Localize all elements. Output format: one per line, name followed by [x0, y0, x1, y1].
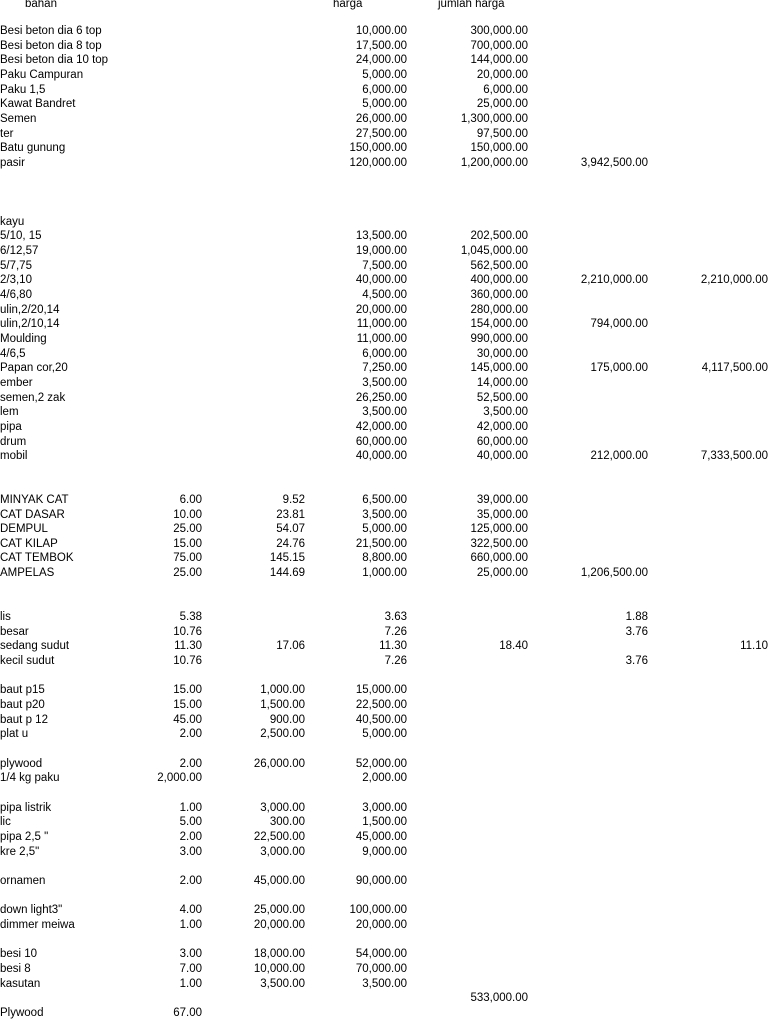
table-row	[0, 713, 768, 728]
cell-item-name: kre 2,5"	[0, 846, 40, 858]
cell-item-name: 4/6,80	[0, 289, 32, 301]
cell-item-name: plywood	[0, 758, 43, 770]
cell-item-name: Besi beton dia 6 top	[0, 25, 102, 37]
table-row	[0, 449, 768, 464]
cell-harga: 11,000.00	[356, 318, 407, 330]
cell-harga: 8,800.00	[362, 552, 407, 564]
cell-jumlah-harga: 39,000.00	[476, 494, 528, 506]
cell-item-name: lic	[0, 816, 11, 828]
cell-item-name: 2/3,10	[0, 274, 32, 286]
cell-jumlah-harga: 145,000.00	[470, 362, 528, 374]
cell-jumlah-harga: 322,500.00	[470, 538, 528, 550]
table-row	[0, 259, 768, 274]
table-row	[0, 141, 768, 156]
cell-quantity: 2.00	[179, 831, 202, 843]
cell-quantity: 75.00	[173, 552, 202, 564]
cell-harga: 150,000.00	[349, 142, 407, 154]
cell-quantity: 4.00	[179, 904, 202, 916]
header-harga: harga	[333, 0, 363, 10]
cell-jumlah-harga: 3,500.00	[483, 406, 528, 418]
cell-quantity: 11.30	[174, 640, 202, 652]
cell-harga: 1,000.00	[362, 567, 407, 579]
cell-quantity: 1.00	[179, 978, 202, 990]
cell-harga: 120,000.00	[349, 157, 407, 169]
cell-harga: 100,000.00	[349, 904, 407, 916]
cell-jumlah-harga: 990,000.00	[470, 333, 528, 345]
table-row	[0, 918, 768, 933]
header-row	[0, 0, 768, 12]
cell-quantity: 10.76	[173, 626, 202, 638]
cell-subtotal: 3.76	[625, 626, 648, 638]
cell-unit-value: 2,500.00	[260, 728, 305, 740]
cell-jumlah-harga: 400,000.00	[470, 274, 528, 286]
cell-harga: 52,000.00	[355, 758, 407, 770]
cell-harga: 13,500.00	[355, 230, 407, 242]
cell-item-name: Paku Campuran	[0, 69, 84, 81]
cell-item-name: dimmer meiwa	[0, 919, 75, 931]
cell-unit-value: 22,500.00	[253, 831, 305, 843]
table-row	[0, 435, 768, 450]
cell-item-name: pasir	[0, 157, 25, 169]
cell-item-name: pipa 2,5 "	[0, 831, 49, 843]
cell-jumlah-harga: 35,000.00	[476, 509, 528, 521]
cell-item-name: Besi beton dia 8 top	[0, 40, 102, 52]
table-row	[0, 347, 768, 362]
table-row	[0, 683, 768, 698]
cell-unit-value: 3,500.00	[260, 978, 305, 990]
cell-jumlah-harga: 1,300,000.00	[460, 113, 528, 125]
table-row	[0, 156, 768, 171]
cell-unit-value: 1,000.00	[260, 684, 305, 696]
cell-harga: 5,000.00	[362, 728, 407, 740]
cell-unit-value: 45,000.00	[253, 875, 305, 887]
cell-jumlah-harga: 202,500.00	[470, 230, 528, 242]
table-row	[0, 112, 768, 127]
cell-harga: 22,500.00	[355, 699, 407, 711]
cell-quantity: 45.00	[173, 714, 202, 726]
table-row	[0, 405, 768, 420]
cell-item-name: ulin,2/20,14	[0, 304, 60, 316]
cell-harga: 7,500.00	[362, 260, 407, 272]
table-row	[0, 97, 768, 112]
cell-harga: 5,000.00	[362, 523, 407, 535]
table-row	[0, 24, 768, 39]
cell-jumlah-harga: 18.40	[499, 640, 528, 652]
cell-item-name: 1/4 kg paku	[0, 772, 60, 784]
cell-unit-value: 24.76	[276, 538, 305, 550]
cell-harga: 9,000.00	[362, 846, 407, 858]
cell-item-name: baut p 12	[0, 714, 48, 726]
cell-harga: 3,500.00	[362, 978, 407, 990]
cell-jumlah-harga: 125,000.00	[470, 523, 528, 535]
cell-item-name: lis	[0, 611, 11, 623]
cell-harga: 42,000.00	[355, 421, 407, 433]
cell-total: 4,117,500.00	[701, 362, 768, 374]
cell-harga: 3,500.00	[362, 406, 407, 418]
cell-unit-value: 54.07	[276, 523, 305, 535]
table-row	[0, 332, 768, 347]
cell-harga: 27,500.00	[355, 128, 407, 140]
cell-item-name: 4/6,5	[0, 348, 26, 360]
cell-jumlah-harga: 40,000.00	[476, 450, 528, 462]
cell-total: 11.10	[740, 640, 768, 652]
cell-quantity: 1.00	[179, 919, 202, 931]
cell-item-name: ulin,2/10,14	[0, 318, 60, 330]
cell-item-name: 6/12,57	[0, 245, 39, 257]
cell-item-name: pipa listrik	[0, 802, 52, 814]
table-row	[0, 303, 768, 318]
table-row	[0, 39, 768, 54]
cell-quantity: 10.00	[173, 509, 202, 521]
cell-item-name: kayu	[0, 216, 25, 228]
cell-harga: 54,000.00	[355, 948, 407, 960]
table-row	[0, 771, 768, 786]
cell-unit-value: 3,000.00	[260, 846, 305, 858]
cell-subtotal: 3,942,500.00	[580, 157, 648, 169]
cell-jumlah-harga: 533,000.00	[470, 992, 528, 1004]
table-row	[0, 244, 768, 259]
cell-quantity: 67.00	[173, 1007, 202, 1019]
cell-item-name: Besi beton dia 10 top	[0, 54, 109, 66]
table-row	[0, 1006, 768, 1021]
cell-harga: 3,500.00	[362, 377, 407, 389]
table-row	[0, 229, 768, 244]
cell-jumlah-harga: 1,200,000.00	[460, 157, 528, 169]
table-row	[0, 391, 768, 406]
cell-item-name: 5/7,75	[0, 260, 32, 272]
cell-quantity: 3.00	[179, 846, 202, 858]
table-row	[0, 68, 768, 83]
cell-harga: 3,000.00	[362, 802, 407, 814]
table-row	[0, 639, 768, 654]
cell-harga: 70,000.00	[355, 963, 407, 975]
cell-harga: 26,000.00	[355, 113, 407, 125]
cell-item-name: drum	[0, 436, 27, 448]
cell-subtotal: 1.88	[625, 611, 648, 623]
cell-harga: 5,000.00	[362, 69, 407, 81]
cell-unit-value: 18,000.00	[253, 948, 305, 960]
header-bahan: bahan	[25, 0, 57, 10]
cell-harga: 15,000.00	[355, 684, 407, 696]
cell-harga: 6,000.00	[362, 84, 407, 96]
cell-harga: 21,500.00	[355, 538, 407, 550]
cell-unit-value: 10,000.00	[253, 963, 305, 975]
cell-quantity: 15.00	[173, 684, 202, 696]
table-row	[0, 508, 768, 523]
cell-harga: 40,000.00	[355, 274, 407, 286]
cell-unit-value: 17.06	[276, 640, 305, 652]
cell-unit-value: 9.52	[282, 494, 305, 506]
table-row	[0, 698, 768, 713]
cell-unit-value: 25,000.00	[253, 904, 305, 916]
cell-quantity: 2.00	[179, 758, 202, 770]
table-row	[0, 83, 768, 98]
cell-quantity: 6.00	[179, 494, 202, 506]
cell-jumlah-harga: 30,000.00	[476, 348, 528, 360]
cell-jumlah-harga: 360,000.00	[470, 289, 528, 301]
cell-quantity: 2.00	[179, 875, 202, 887]
cell-harga: 11,000.00	[356, 333, 407, 345]
table-row	[0, 654, 768, 669]
table-row	[0, 317, 768, 332]
cell-harga: 19,000.00	[355, 245, 407, 257]
cell-quantity: 5.00	[179, 816, 202, 828]
cell-item-name: plat u	[0, 728, 29, 740]
table-row	[0, 830, 768, 845]
cell-jumlah-harga: 60,000.00	[476, 436, 528, 448]
cell-harga: 40,500.00	[355, 714, 407, 726]
cell-harga: 7.26	[384, 655, 407, 667]
cell-jumlah-harga: 700,000.00	[470, 40, 528, 52]
cell-subtotal: 2,210,000.00	[580, 274, 648, 286]
cell-item-name: besar	[0, 626, 29, 638]
cell-harga: 5,000.00	[362, 98, 407, 110]
cell-subtotal: 175,000.00	[590, 362, 648, 374]
cell-item-name: CAT TEMBOK	[0, 552, 74, 564]
cell-jumlah-harga: 97,500.00	[476, 128, 528, 140]
cell-harga: 10,000.00	[355, 25, 407, 37]
cell-item-name: Paku 1,5	[0, 84, 46, 96]
cell-harga: 7,250.00	[362, 362, 407, 374]
cell-jumlah-harga: 25,000.00	[476, 98, 528, 110]
cell-item-name: pipa	[0, 421, 22, 433]
cell-item-name: lem	[0, 406, 19, 418]
cell-harga: 45,000.00	[355, 831, 407, 843]
cell-item-name: mobil	[0, 450, 28, 462]
cell-item-name: baut p20	[0, 699, 45, 711]
cell-item-name: kasutan	[0, 978, 41, 990]
cell-item-name: CAT DASAR	[0, 509, 65, 521]
cell-item-name: besi 8	[0, 963, 31, 975]
cell-harga: 2,000.00	[362, 772, 407, 784]
cell-item-name: MINYAK CAT	[0, 494, 69, 506]
cell-total: 2,210,000.00	[700, 274, 768, 286]
cell-unit-value: 300.00	[269, 816, 305, 828]
table-row	[0, 376, 768, 391]
cell-item-name: Semen	[0, 113, 37, 125]
table-row	[0, 551, 768, 566]
cell-harga: 60,000.00	[355, 436, 407, 448]
table-row	[0, 127, 768, 142]
table-row	[0, 361, 768, 376]
cell-quantity: 2.00	[179, 728, 202, 740]
cell-quantity: 25.00	[173, 567, 202, 579]
table-row	[0, 53, 768, 68]
table-row	[0, 977, 768, 992]
cell-quantity: 5.38	[179, 611, 202, 623]
cell-quantity: 2,000.00	[157, 772, 202, 784]
table-row	[0, 537, 768, 552]
cell-unit-value: 26,000.00	[253, 758, 305, 770]
cell-quantity: 15.00	[173, 699, 202, 711]
cell-harga: 1,500.00	[362, 816, 407, 828]
cell-jumlah-harga: 150,000.00	[470, 142, 528, 154]
cell-jumlah-harga: 1,045,000.00	[460, 245, 528, 257]
cell-quantity: 10.76	[173, 655, 202, 667]
cell-unit-value: 144.69	[269, 567, 305, 579]
cell-harga: 20,000.00	[355, 304, 407, 316]
cell-unit-value: 3,000.00	[260, 802, 305, 814]
cell-jumlah-harga: 42,000.00	[476, 421, 528, 433]
table-row	[0, 625, 768, 640]
cell-jumlah-harga: 280,000.00	[470, 304, 528, 316]
cell-subtotal: 1,206,500.00	[580, 567, 648, 579]
cell-jumlah-harga: 300,000.00	[470, 25, 528, 37]
cell-quantity: 7.00	[179, 963, 202, 975]
table-row	[0, 874, 768, 889]
cell-harga: 90,000.00	[355, 875, 407, 887]
cell-item-name: AMPELAS	[0, 567, 55, 579]
cell-item-name: semen,2 zak	[0, 392, 66, 404]
cell-harga: 26,250.00	[355, 392, 407, 404]
cell-harga: 11.30	[379, 640, 407, 652]
cell-item-name: kecil sudut	[0, 655, 55, 667]
cell-harga: 24,000.00	[355, 54, 407, 66]
cell-subtotal: 794,000.00	[590, 318, 648, 330]
table-row	[0, 815, 768, 830]
cell-quantity: 1.00	[179, 802, 202, 814]
cell-total: 7,333,500.00	[700, 450, 768, 462]
cell-jumlah-harga: 6,000.00	[483, 84, 528, 96]
cell-jumlah-harga: 660,000.00	[470, 552, 528, 564]
cell-item-name: down light3"	[0, 904, 63, 916]
table-row	[0, 903, 768, 918]
cell-item-name: Moulding	[0, 333, 47, 345]
cell-jumlah-harga: 20,000.00	[476, 69, 528, 81]
cell-harga: 6,500.00	[362, 494, 407, 506]
cell-quantity: 3.00	[179, 948, 202, 960]
cell-item-name: DEMPUL	[0, 523, 48, 535]
cell-unit-value: 1,500.00	[260, 699, 305, 711]
cell-item-name: Kawat Bandret	[0, 98, 76, 110]
table-row	[0, 991, 768, 1006]
cell-item-name: Plywood	[0, 1007, 44, 1019]
cell-quantity: 25.00	[173, 523, 202, 535]
cell-item-name: besi 10	[0, 948, 38, 960]
cell-item-name: ter	[0, 128, 14, 140]
table-row	[0, 273, 768, 288]
cell-harga: 40,000.00	[355, 450, 407, 462]
cell-item-name: CAT KILAP	[0, 538, 58, 550]
cell-jumlah-harga: 144,000.00	[470, 54, 528, 66]
cell-item-name: Papan cor,20	[0, 362, 68, 374]
table-row	[0, 757, 768, 772]
cell-harga: 7.26	[384, 626, 407, 638]
cell-item-name: Batu gunung	[0, 142, 66, 154]
cell-unit-value: 20,000.00	[253, 919, 305, 931]
table-row	[0, 493, 768, 508]
cell-jumlah-harga: 25,000.00	[476, 567, 528, 579]
table-row	[0, 522, 768, 537]
cell-harga: 3,500.00	[362, 509, 407, 521]
table-row	[0, 845, 768, 860]
table-row	[0, 962, 768, 977]
cell-unit-value: 145.15	[269, 552, 305, 564]
table-row	[0, 215, 768, 230]
cell-quantity: 15.00	[173, 538, 202, 550]
header-jumlah-harga: jumlah harga	[438, 0, 505, 10]
cell-item-name: ornamen	[0, 875, 46, 887]
cell-subtotal: 3.76	[625, 655, 648, 667]
cell-jumlah-harga: 52,500.00	[476, 392, 528, 404]
cell-jumlah-harga: 562,500.00	[470, 260, 528, 272]
cell-harga: 6,000.00	[362, 348, 407, 360]
cell-jumlah-harga: 14,000.00	[476, 377, 528, 389]
table-row	[0, 801, 768, 816]
cell-item-name: baut p15	[0, 684, 45, 696]
cell-item-name: 5/10, 15	[0, 230, 42, 242]
table-row	[0, 566, 768, 581]
table-row	[0, 727, 768, 742]
table-row	[0, 947, 768, 962]
cell-item-name: ember	[0, 377, 33, 389]
table-row	[0, 610, 768, 625]
table-row	[0, 288, 768, 303]
cell-item-name: sedang sudut	[0, 640, 70, 652]
cell-unit-value: 900.00	[269, 714, 305, 726]
cell-harga: 4,500.00	[362, 289, 407, 301]
cell-jumlah-harga: 154,000.00	[470, 318, 528, 330]
table-row	[0, 420, 768, 435]
cell-subtotal: 212,000.00	[590, 450, 648, 462]
cell-unit-value: 23.81	[276, 509, 305, 521]
cell-harga: 20,000.00	[355, 919, 407, 931]
cell-harga: 3.63	[384, 611, 407, 623]
cell-harga: 17,500.00	[355, 40, 407, 52]
